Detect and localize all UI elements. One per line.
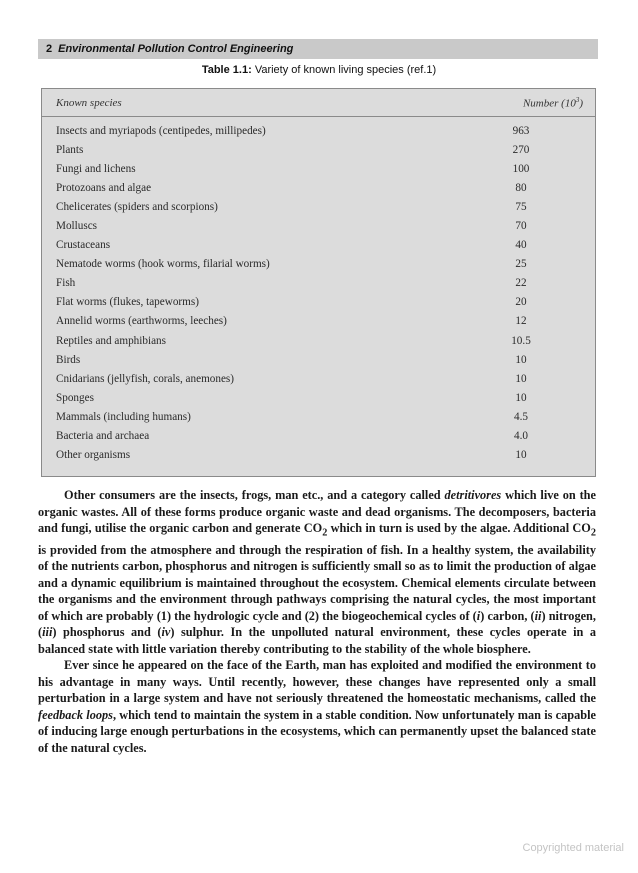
species-count: 10 bbox=[515, 353, 527, 366]
table-caption bbox=[0, 64, 638, 76]
table-row bbox=[42, 140, 595, 159]
species-name: Bacteria and archaea bbox=[56, 430, 150, 443]
table-row bbox=[42, 369, 595, 388]
table-row bbox=[42, 312, 595, 331]
species-count: 22 bbox=[515, 277, 527, 290]
species-table bbox=[41, 88, 596, 477]
paragraph-2: Ever since he appeared on the face of the Earth, man has exploited and modified the environment to his advantage in many ways. Until recently, however, these changes have represented only a small perturbation in a large system and have not seriously threatened the homeostatic mechanisms, called the feedback loops, which tend to maintain the system in a stable condition. Now unfortunately man is capable of inducing large enough perturbations in the ecosystems, which can permanently upset the balanced state of the natural cycles. bbox=[38, 658, 596, 755]
table-caption-text: Variety of known living species (ref.1) bbox=[254, 64, 437, 76]
species-count: 4.5 bbox=[514, 410, 528, 423]
col-header-species: Known species bbox=[56, 96, 122, 109]
species-count: 80 bbox=[515, 181, 527, 194]
table-row bbox=[42, 293, 595, 312]
table-row bbox=[42, 407, 595, 426]
book-title: Environmental Pollution Control Engineering bbox=[58, 43, 294, 55]
table-row bbox=[42, 274, 595, 293]
table-row bbox=[42, 121, 595, 140]
table-row bbox=[42, 178, 595, 197]
species-count: 40 bbox=[515, 239, 527, 252]
species-count: 75 bbox=[515, 200, 527, 213]
species-count: 10 bbox=[515, 449, 527, 462]
species-count: 10.5 bbox=[511, 334, 531, 347]
species-name: Insects and myriapods (centipedes, millipedes) bbox=[56, 124, 266, 137]
table-row bbox=[42, 197, 595, 216]
species-name: Sponges bbox=[56, 391, 94, 404]
body-text bbox=[38, 487, 596, 756]
table-row bbox=[42, 216, 595, 235]
species-count: 270 bbox=[512, 143, 530, 156]
table-header bbox=[42, 89, 595, 117]
species-name: Reptiles and amphibians bbox=[56, 334, 166, 347]
species-count: 10 bbox=[515, 391, 527, 404]
table-label: Table 1.1: bbox=[201, 64, 252, 76]
species-name: Chelicerates (spiders and scorpions) bbox=[56, 200, 218, 213]
species-name: Annelid worms (earthworms, leeches) bbox=[56, 315, 227, 328]
table-row bbox=[42, 388, 595, 407]
species-count: 70 bbox=[515, 220, 527, 233]
species-name: Nematode worms (hook worms, filarial worms) bbox=[56, 258, 270, 271]
species-name: Crustaceans bbox=[56, 239, 111, 252]
running-header bbox=[38, 39, 598, 59]
col-header-number: Number $(10^3)$ bbox=[522, 95, 583, 110]
species-count: 12 bbox=[515, 315, 527, 328]
species-count: 25 bbox=[515, 258, 527, 271]
table-row bbox=[42, 255, 595, 274]
species-name: Mammals (including humans) bbox=[56, 410, 191, 423]
table-row bbox=[42, 236, 595, 255]
species-name: Protozoans and algae bbox=[56, 181, 152, 194]
table-row bbox=[42, 331, 595, 350]
species-count: 10 bbox=[515, 372, 527, 385]
species-name: Molluscs bbox=[56, 220, 98, 233]
table-row bbox=[42, 350, 595, 369]
page-number: 2 bbox=[46, 43, 53, 55]
table-row bbox=[42, 446, 595, 465]
species-count: 100 bbox=[512, 162, 530, 175]
table-row bbox=[42, 159, 595, 178]
species-count: 4.0 bbox=[514, 430, 528, 443]
species-name: Birds bbox=[56, 353, 81, 366]
table-row bbox=[42, 427, 595, 446]
table-body bbox=[42, 117, 595, 465]
paragraph-1: Other consumers are the insects, frogs, man etc., and a category called detritivores which live on the organic wastes. All of these forms produce organic waste and dead organisms. The decomposers, bacteria and fungi, utilise the organic carbon and generate $CO_2$ which in turn is used by the algae. Additional $CO_2$ is provided from the atmosphere and through the respiration of fish. In a healthy system, the availability of the nutrients carbon, phosphorus and nitrogen is sufficiently small so as to limit the production of algae and a dynamic equilibrium is maintained throughout the ecosystem. Chemical elements circulate between the organisms and the environment through pathways comprising the natural cycles, the most important of which are probably (1) the hydrologic cycle and (2) the biogeochemical cycles of (i) carbon, (ii) nitrogen, (iii) phosphorus and (iv) sulphur. In the unpolluted natural environment, these cycles operate in a balanced state with little variation thereby contributing to the stability of the whole biosphere. bbox=[38, 488, 596, 656]
species-count: 20 bbox=[515, 296, 527, 309]
species-name: Plants bbox=[56, 143, 84, 156]
species-name: Cnidarians (jellyfish, corals, anemones) bbox=[56, 372, 235, 385]
species-name: Fish bbox=[56, 277, 76, 290]
species-name: Fungi and lichens bbox=[56, 162, 136, 175]
species-count: 963 bbox=[512, 124, 530, 137]
species-name: Other organisms bbox=[56, 449, 131, 462]
copyright-watermark: Copyrighted material bbox=[522, 842, 624, 854]
species-name: Flat worms (flukes, tapeworms) bbox=[56, 296, 199, 309]
